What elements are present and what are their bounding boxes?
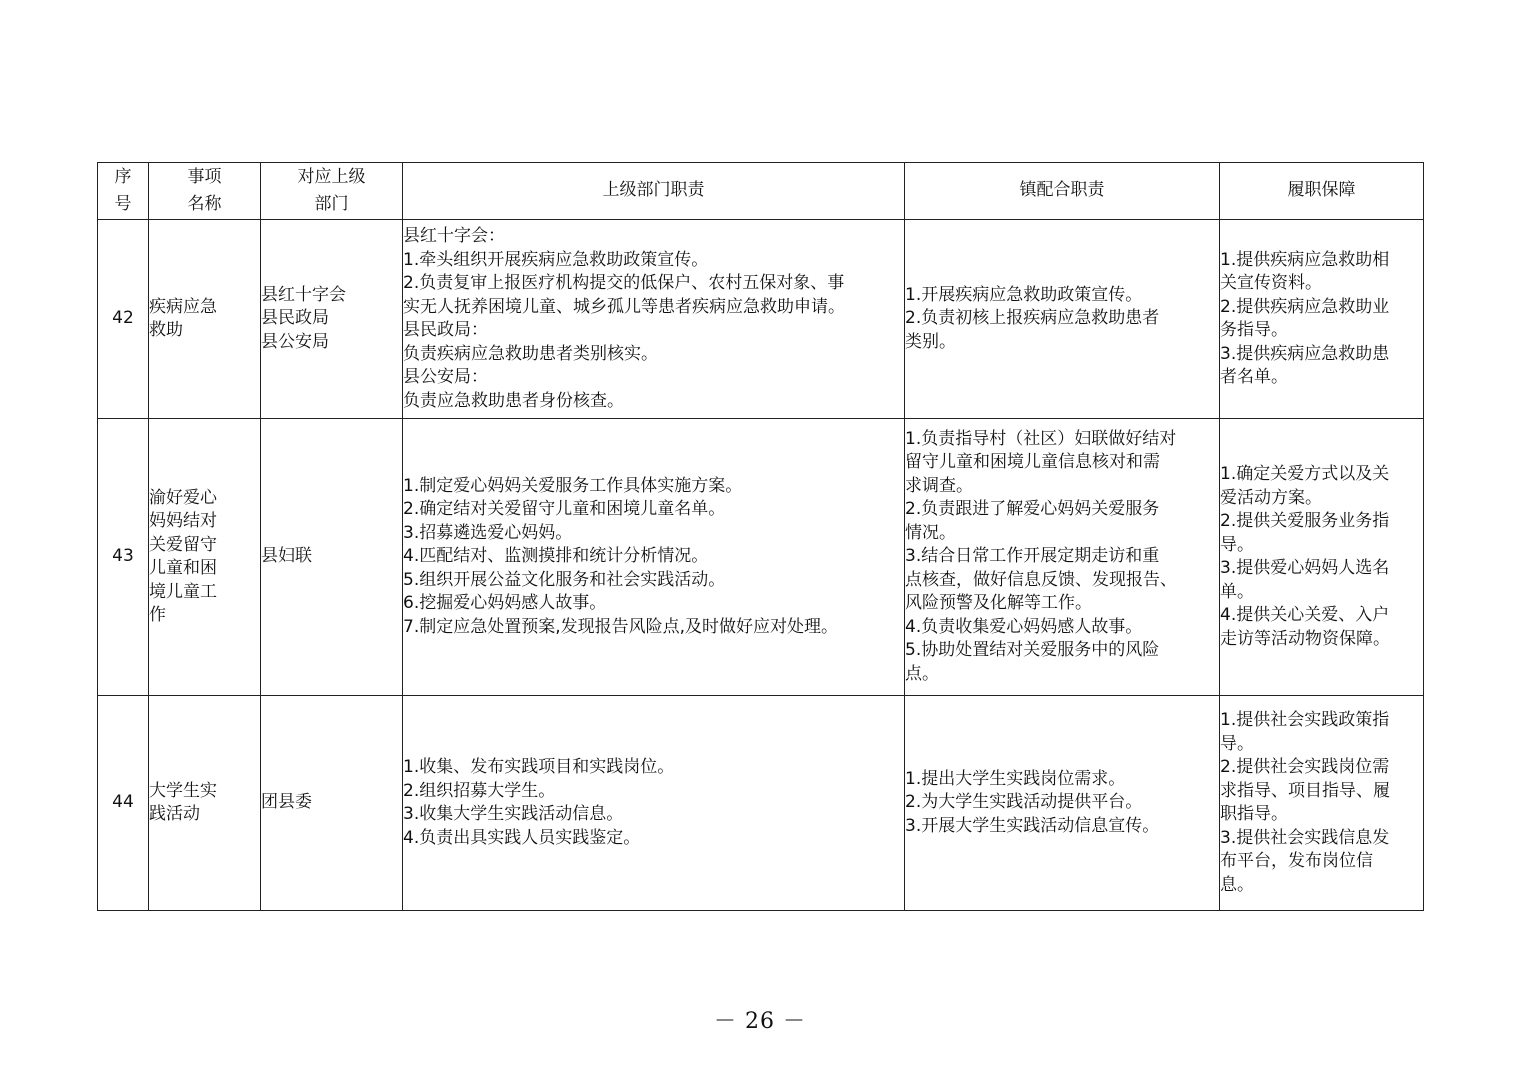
header-guarantee: 履职保障 xyxy=(1220,163,1424,220)
table-row xyxy=(98,696,1424,911)
header-item-name: 事项 名称 xyxy=(149,163,261,220)
header-superior-department: 对应上级 部门 xyxy=(261,163,403,220)
town-duties-cell: 1.开展疾病应急救助政策宣传。 2.负责初核上报疾病应急救助患者 类别。 xyxy=(905,220,1220,419)
guarantee-cell: 1.提供社会实践政策指 导。 2.提供社会实践岗位需 求指导、项目指导、履 职指导。 3.提供社会实践信息发 布平台，发布岗位信 息。 xyxy=(1220,696,1424,911)
row-number: 44 xyxy=(98,696,149,911)
page-number: － 26 － xyxy=(714,1009,806,1034)
town-duties-cell: 1.提出大学生实践岗位需求。 2.为大学生实践活动提供平台。 3.开展大学生实践活动信息宣传。 xyxy=(905,696,1220,911)
row-number: 43 xyxy=(98,419,149,696)
guarantee-cell: 1.确定关爱方式以及关 爱活动方案。 2.提供关爱服务业务指 导。 3.提供爱心妈妈人选名 单。 4.提供关心关爱、入户 走访等活动物资保障。 xyxy=(1220,419,1424,696)
item-name-cell: 渝好爱心 妈妈结对 关爱留守 儿童和困 境儿童工 作 xyxy=(149,419,261,696)
department-cell: 县红十字会 县民政局 县公安局 xyxy=(261,220,403,419)
item-name-cell: 大学生实 践活动 xyxy=(149,696,261,911)
table-header-row xyxy=(98,163,1424,220)
table-row xyxy=(98,220,1424,419)
guarantee-cell: 1.提供疾病应急救助相 关宣传资料。 2.提供疾病应急救助业 务指导。 3.提供疾病应急救助患 者名单。 xyxy=(1220,220,1424,419)
superior-duties-cell: 1.收集、发布实践项目和实践岗位。 2.组织招募大学生。 3.收集大学生实践活动信息。 4.负责出具实践人员实践鉴定。 xyxy=(403,696,905,911)
department-cell: 团县委 xyxy=(261,696,403,911)
superior-duties-cell: 县红十字会： 1.牵头组织开展疾病应急救助政策宣传。 2.负责复审上报医疗机构提交的低保户、农村五保对象、事 实无人抚养困境儿童、城乡孤儿等患者疾病应急救助申请。 县民政局： 负责疾病应急救助患者类别核实。 县公安局： 负责应急救助患者身份核查。 xyxy=(403,220,905,419)
item-name-cell: 疾病应急 救助 xyxy=(149,220,261,419)
header-town-duties: 镇配合职责 xyxy=(905,163,1220,220)
row-number: 42 xyxy=(98,220,149,419)
header-serial-number: 序 号 xyxy=(98,163,149,220)
department-cell: 县妇联 xyxy=(261,419,403,696)
table-row xyxy=(98,419,1424,696)
header-superior-duties: 上级部门职责 xyxy=(403,163,905,220)
town-duties-cell: 1.负责指导村（社区）妇联做好结对 留守儿童和困境儿童信息核对和需 求调查。 2.负责跟进了解爱心妈妈关爱服务 情况。 3.结合日常工作开展定期走访和重 点核查，做好信息反馈、发现报告、 风险预警及化解等工作。 4.负责收集爱心妈妈感人故事。 5.协助处置结对关爱服务中的风险 点。 xyxy=(905,419,1220,696)
duties-table xyxy=(97,162,1424,911)
superior-duties-cell: 1.制定爱心妈妈关爱服务工作具体实施方案。 2.确定结对关爱留守儿童和困境儿童名单。 3.招募遴选爱心妈妈。 4.匹配结对、监测摸排和统计分析情况。 5.组织开展公益文化服务和社会实践活动。 6.挖掘爱心妈妈感人故事。 7.制定应急处置预案,发现报告风险点,及时做好应对处理。 xyxy=(403,419,905,696)
